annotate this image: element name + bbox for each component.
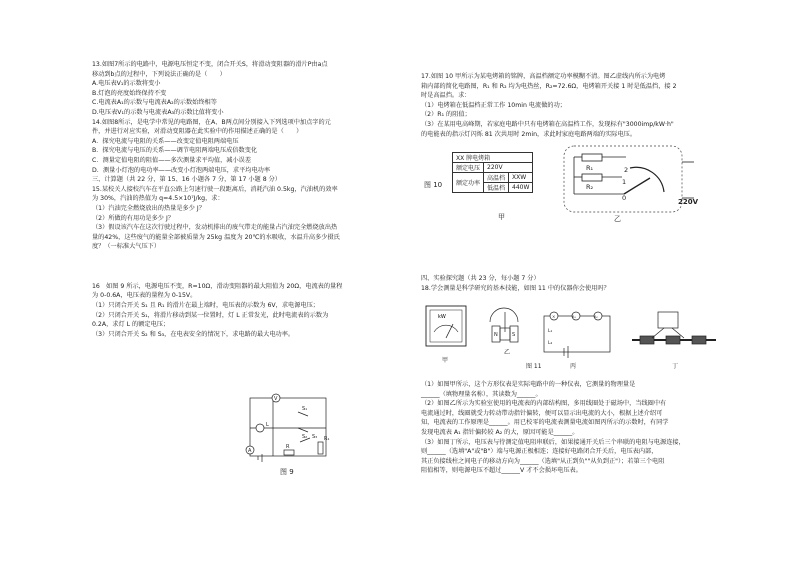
a1-label: A₁ [572, 315, 576, 319]
switch-pos-0: 0 [622, 194, 627, 202]
figure-9-circuit [238, 390, 338, 480]
figure-11 [420, 302, 720, 374]
instruments-figure [420, 302, 720, 374]
switch-pos-1: 1 [622, 178, 627, 186]
text-line: 件，并进行对应实验，对滑动变阻器在此实验中的作用描述正确的是（ ） [92, 128, 303, 136]
label-yi: 乙 [614, 215, 621, 223]
meter-unit: kW [438, 314, 446, 320]
text-line: （3）只闭合开关 S₂ 和 S₃，在电表安全的情况下，求电路的最大电功率。 [92, 330, 295, 338]
section-4-block [421, 274, 610, 293]
voltmeter-resistors [632, 312, 716, 344]
rated-voltage-label: 额定电压 [453, 163, 484, 173]
oven-circuit-diagram [560, 142, 700, 222]
text-line: 16 如图 9 所示，电源电压不变，R=10Ω，滑动变阻器的最大阻值为 20Ω，电流表的量程 [92, 282, 343, 290]
nameplate-title: XX 牌电烤箱 [453, 153, 533, 163]
square-meter [426, 306, 466, 346]
text-line: 为 30%，汽油的热值为 q=4.5×10⁷J/kg，求： [92, 195, 224, 203]
text-line: 15.某校关人接校汽车在平直公路上匀速行驶一段距离后，消耗汽油 0.5kg，汽油机的效率 [92, 185, 338, 193]
ammeter-internal [490, 308, 518, 342]
svg-text:×: × [552, 314, 556, 319]
supply-voltage: 220V [678, 198, 699, 206]
nameplate-table [452, 152, 533, 193]
svg-text:S: S [512, 332, 516, 338]
text-line: （1）只闭合开关 S₁ 且 R₁ 的滑片在最上端时，电压表的示数为 6V，求电源电压； [92, 302, 319, 310]
text-line: 发现电流表 A₁ 指针偏转较 A₂ 的大，原因可能是______。 [421, 428, 579, 436]
text-line: 则______（选填"A"或"B"）端与电源正极相连；连接好电路闭合开关后，电压表内部， [421, 448, 658, 456]
text-line: （2）R₁ 的阻值； [421, 111, 471, 119]
text-line: 电流通过时，线圈就受力转动带动指针偏转，便可以显示出电流的大小，根据上述介绍可 [421, 409, 663, 417]
r2-label: R₂ [586, 183, 594, 191]
text-line: 17.如图 10 甲所示为某电烤箱的铭牌，高温档额定功率模糊不清。图乙虚线内所示为电烤 [421, 73, 666, 80]
label-jia: 甲 [498, 213, 505, 221]
text-line: C.电流表A₁的示数与电流表A₂的示数始终相等 [92, 99, 217, 107]
switch-s2-label: S₂ [302, 434, 308, 440]
text-line: （1）如图甲所示，这个方形仪表是实际电路中的一种仪表，它测量的物理量是 [421, 381, 636, 388]
l2-label: L₂ [548, 341, 553, 346]
switch-s3-label: S₃ [312, 434, 318, 440]
figure-10-circuit [560, 142, 700, 222]
fig11-bing: 丙 [570, 363, 577, 370]
fig11-ding: 丁 [672, 363, 679, 370]
low-temp-value: 440W [509, 183, 533, 193]
text-line: D.电压表V₁的示数与电流表A₃的示数比值将变小 [92, 108, 224, 116]
q16-block [92, 282, 392, 340]
q18-intro: 18.学会测量是科学研究的基本技能，如图 11 中的仪器你会使用吗？ [421, 284, 610, 292]
left-column [92, 60, 392, 339]
text-line: 时是高温挡。求： [421, 92, 471, 100]
resistor-r-label: R [286, 444, 290, 450]
text-line: （1）电烤箱在低温档正常工作 10min 电流做的功； [421, 101, 566, 109]
text-line: 箱内部的简化电路图，R₁ 和 R₂ 均为电热丝，R₂=72.6Ω，电烤箱开关接 1 时是低温挡，接 2 [421, 82, 677, 90]
text-line: B．探究电流与电压的关系——调节电阻两端电压成倍数变化 [92, 147, 258, 155]
switch-s1-label: S₁ [302, 406, 308, 412]
text-line: 度？（一标准大气压下） [92, 243, 161, 251]
lamp-l-label: L [266, 422, 269, 428]
a2-label: A₂ [594, 315, 598, 319]
fig11-caption: 图 11 [526, 363, 542, 370]
fig11-yi: 乙 [504, 349, 511, 356]
text-line: 为 0-0.6A，电压表的量程为 0-15V。 [92, 292, 197, 300]
text-line: 其正负接线柱之间电子的移动方向为______（选填"从正到负""从负到正"）；若第三个电阻 [421, 457, 665, 465]
text-line: 的电能表的指示灯闪烁 81 次共用时 2min，求此时家庭电路两端的实际电压。 [421, 130, 637, 138]
section-heading: 四、实验探究题（共 23 分，每小题 7 分） [421, 275, 540, 282]
text-line: 阻值相等，则电源电压不超过______V 才不会损坏电压表。 [421, 467, 582, 475]
resistor-r1-label: R₁ [324, 436, 330, 442]
text-line: B.灯泡的亮度始终保持不变 [92, 89, 167, 97]
section-heading: 三、计算题（共 22 分，第 15、16 小题各 7 分，第 17 小题 8 分） [92, 176, 281, 184]
high-temp-label: 高温档 [484, 173, 509, 183]
text-line: 14.如图8所示，是电学中常见的电路图，在A、B两点间分别接入下列选项中加点字的元 [92, 118, 331, 126]
text-line: 移动到b点的过程中，下列说法正确的是（ ） [92, 70, 226, 78]
text-line: ______（填物理量名称），其读数为______。 [421, 390, 542, 398]
voltmeter-label: V [274, 396, 278, 402]
l1-label: L₁ [548, 329, 553, 334]
text-line: （3）如图丁所示，电压表与待测定值电阻串联后，如果接通开关后三个串联的电阻与电源连接， [421, 438, 685, 446]
text-line: （2）如图乙所示为实验室使用的电流表的内部结构图，多用线圈处于磁场中，当线圈中有 [421, 400, 667, 408]
q13-14-15-block [92, 60, 392, 252]
text-line: （1）汽油完全燃烧放出的热量是多少 J？ [92, 204, 205, 212]
parallel-circuit [544, 312, 610, 358]
rated-voltage-value: 220V [484, 163, 533, 173]
text-line: C．测量定值电阻的阻值——多次测量求平均值，减小误差 [92, 156, 252, 164]
fig11-jia: 甲 [442, 357, 449, 364]
text-line: 0.2A，求灯 L 的额定电压； [92, 321, 170, 329]
text-line: （2）只闭合开关 S₁，将滑片移动到某一位置时，灯 L 正常发光，此时电流表的示数为 [92, 311, 329, 319]
r1-label: R₁ [586, 164, 594, 172]
figure-9-caption: 图 9 [280, 468, 294, 476]
text-line: 量的42%，这些废气的能量全部被质量为 25kg 温度为 20℃的水吸收，水温升高多少摄氏 [92, 233, 340, 241]
text-line: 知，电流表的工作原理是______。用已校零的电流表测量电流如图丙所示的示数时，有同学 [421, 419, 669, 427]
q18-block [421, 380, 685, 476]
figure-10-label: 图 10 [424, 181, 443, 189]
low-temp-label: 低温档 [484, 183, 509, 193]
text-line: 13.如图7所示的电路中，电源电压恒定不变，闭合开关S，将滑动变阻器的滑片P由a点 [92, 61, 328, 68]
q17-block [421, 72, 721, 139]
text-line: （2）所做的有用功是多少 J？ [92, 214, 174, 222]
svg-text:N: N [494, 332, 498, 338]
circuit-diagram-9 [238, 390, 338, 480]
ammeter-label: A [248, 448, 252, 454]
high-temp-value: XXW [509, 173, 533, 183]
text-line: A.电压表V₁的示数将变小 [92, 80, 161, 88]
right-column [421, 72, 721, 139]
text-line: A．探究电流与电阻的关系——改变定值电阻两端电压 [92, 137, 239, 145]
text-line: （3）在某用电高峰期，若家庭电路中只有电烤箱在高温档工作，发现标有"3000imp/kW·h" [421, 120, 674, 128]
switch-pos-2: 2 [624, 166, 629, 174]
text-line: D．测量小灯泡的电功率——改变小灯泡两端电压，求平均电功率 [92, 166, 271, 174]
rated-power-label: 额定功率 [453, 173, 484, 193]
text-line: （3）假设该汽车在这次行驶过程中，发动机排出的废气带走的能量占汽油完全燃烧放出热 [92, 224, 338, 232]
oven-nameplate [452, 152, 533, 193]
